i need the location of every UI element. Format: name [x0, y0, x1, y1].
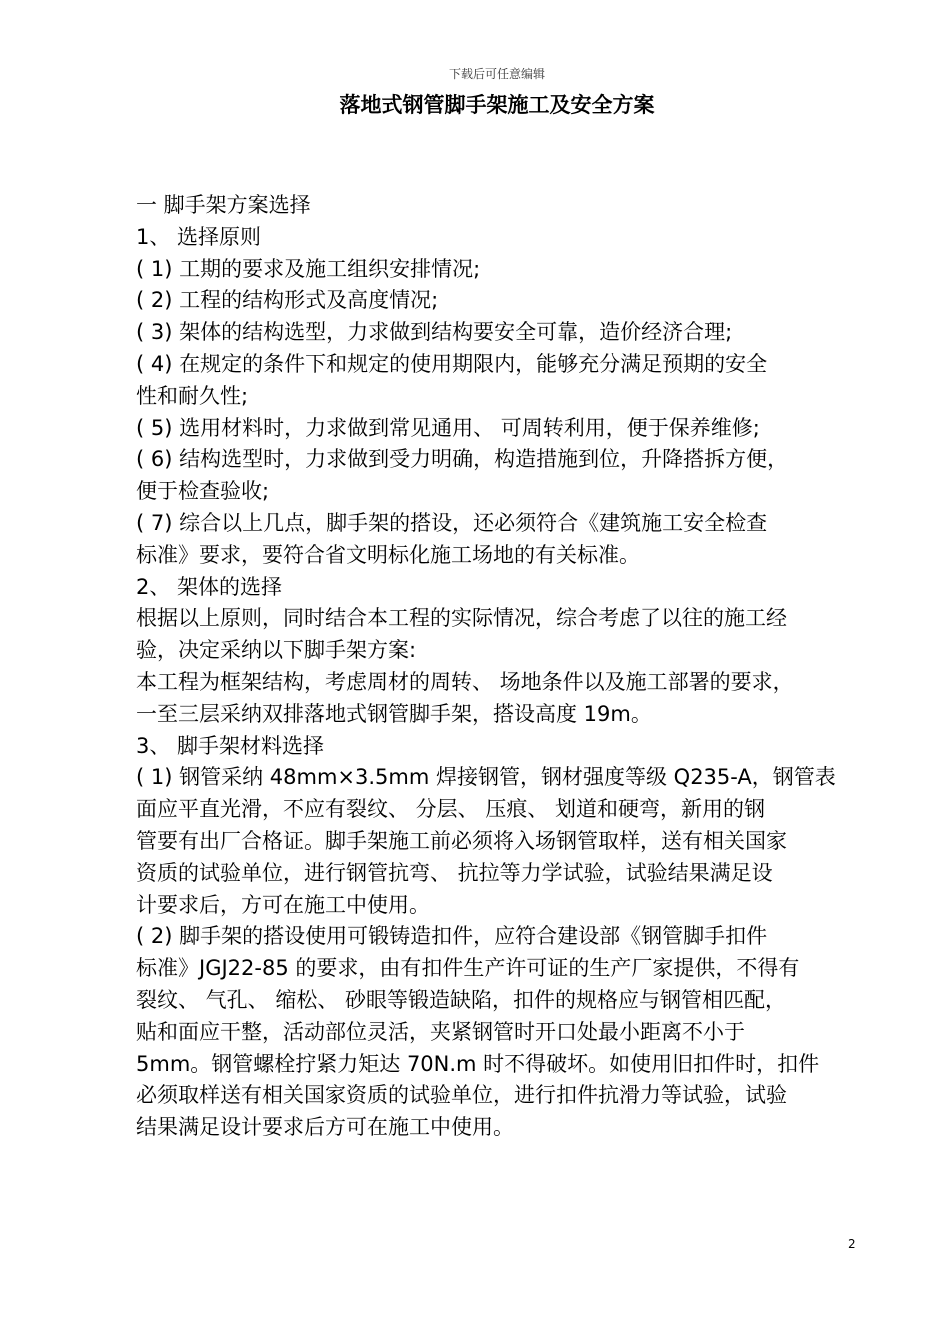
text-line: 标准》要求，要符合省文明标化施工场地的有关标准。: [136, 542, 640, 567]
text-line: ( 3) 架体的结构选型，力求做到结构要安全可靠，造价经济合理;: [136, 320, 733, 345]
text-line: 结果满足设计要求后方可在施工中使用。: [136, 1115, 514, 1140]
body-text: [136, 190, 860, 1144]
text-line: ( 1) 工期的要求及施工组织安排情况;: [136, 256, 481, 281]
text-line: 计要求后，方可在施工中使用。: [136, 892, 430, 917]
text-line: 验，决定采纳以下脚手架方案:: [136, 638, 417, 663]
text-line: 必须取样送有相关国家资质的试验单位，进行扣件抗滑力等试验，试验: [136, 1083, 787, 1108]
text-line: 贴和面应干整，活动部位灵活，夹紧钢管时开口处最小距离不小于: [136, 1019, 745, 1044]
text-line: 根据以上原则，同时结合本工程的实际情况，综合考虑了以往的施工经: [136, 606, 787, 631]
text-line: ( 5) 选用材料时，力求做到常见通用、 可周转利用，便于保养维修;: [136, 415, 760, 440]
text-line: ( 7) 综合以上几点，脚手架的搭设，还必须符合《建筑施工安全检查: [136, 510, 768, 535]
text-line: 管要有出厂合格证。脚手架施工前必须将入场钢管取样，送有相关国家: [136, 828, 787, 853]
page-number: 2: [848, 1237, 856, 1251]
text-line: 5mm。钢管螺栓拧紧力矩达 70N.m 时不得破坏。如使用旧扣件时，扣件: [136, 1051, 820, 1076]
text-line: 资质的试验单位，进行钢管抗弯、 抗拉等力学试验，试验结果满足设: [136, 860, 773, 885]
text-line: ( 2) 脚手架的搭设使用可锻铸造扣件，应符合建设部《钢管脚手扣件: [136, 924, 768, 949]
subheading-selection-principles: 1、 选择原则: [136, 224, 262, 249]
text-line: 一至三层采纳双排落地式钢管脚手架，搭设高度 19m。: [136, 701, 652, 726]
document-title: 落地式钢管脚手架施工及安全方案: [339, 93, 655, 117]
text-line: ( 2) 工程的结构形式及高度情况;: [136, 288, 439, 313]
text-line: 标准》JGJ22-85 的要求，由有扣件生产许可证的生产厂家提供，不得有: [136, 956, 800, 981]
section-heading-scheme-selection: 一 脚手架方案选择: [136, 193, 311, 217]
text-line: 本工程为框架结构，考虑周材的周转、 场地条件以及施工部署的要求，: [136, 669, 794, 694]
text-line: ( 6) 结构选型时，力求做到受力明确，构造措施到位，升降搭拆方便，: [136, 447, 789, 472]
text-line: 面应平直光滑，不应有裂纹、 分层、 压痕、 划道和硬弯，新用的钢: [136, 797, 766, 822]
text-line: ( 1) 钢管采纳 48mm×3.5mm 焊接钢管，钢材强度等级 Q235-A，钢管表: [136, 765, 836, 790]
text-line: 性和耐久性;: [136, 383, 249, 408]
text-line: 裂纹、 气孔、 缩松、 砂眼等锻造缺陷，扣件的规格应与钢管相匹配，: [136, 987, 787, 1012]
subheading-frame-selection: 2、 架体的选择: [136, 574, 283, 599]
text-line: 便于检查验收;: [136, 479, 270, 504]
subheading-material-selection: 3、 脚手架材料选择: [136, 733, 325, 758]
text-line: ( 4) 在规定的条件下和规定的使用期限内，能够充分满足预期的安全: [136, 351, 768, 376]
header-note: 下载后可任意编辑: [448, 67, 545, 81]
